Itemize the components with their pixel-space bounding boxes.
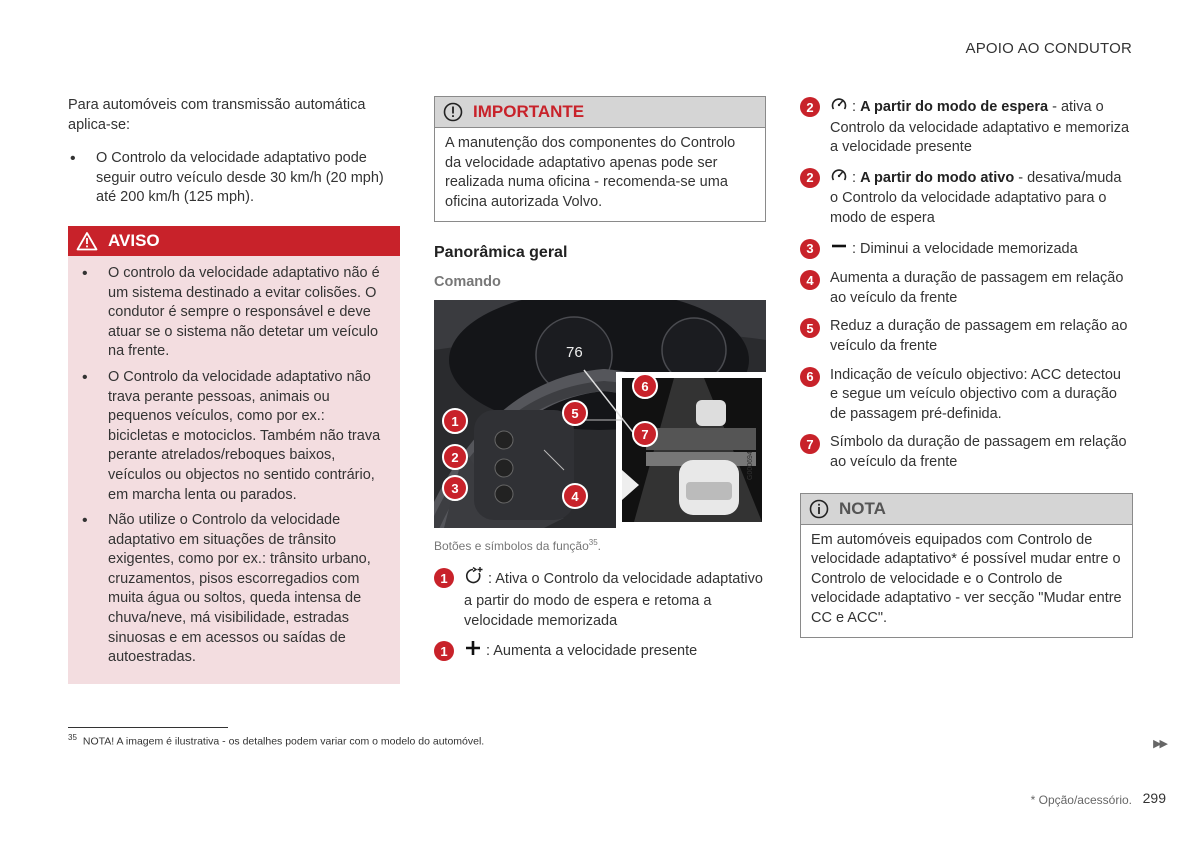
- caption-footnote-ref: 35: [588, 538, 598, 548]
- warning-item: • O controlo da velocidade adaptativo não é um sistema destinado a evitar colisões. O condutor é sempre o responsável e deve atuar se o sistema não detetar um veículo na frente.: [80, 264, 388, 362]
- column-1: [68, 96, 400, 684]
- speedometer-icon: [830, 167, 848, 190]
- item-text: : Aumenta a velocidade presente: [486, 643, 698, 660]
- dashboard-illustration: [434, 300, 766, 528]
- warning-title: AVISO: [108, 230, 160, 250]
- column-2: [434, 96, 766, 672]
- list-item: [800, 238, 1133, 261]
- list-item: [434, 567, 766, 631]
- warning-list: [80, 264, 388, 668]
- item-bold-text: A partir do modo ativo: [860, 169, 1015, 186]
- item-prefix: :: [852, 99, 861, 116]
- item-number-badge: 5: [800, 318, 820, 338]
- item-bold-text: A partir do modo de espera: [860, 99, 1049, 116]
- speedometer-icon: [830, 96, 848, 119]
- item-number-badge: 3: [800, 239, 820, 259]
- figure-caption: [434, 538, 766, 553]
- item-text: : Ativa o Controlo da velocidade adaptativo a partir do modo de espera e retoma a velocidade memorizada: [464, 571, 763, 629]
- warning-item: • Não utilize o Controlo da velocidade adaptativo em situações de trânsito exigentes, como por ex.: trânsito urbano, cruzamentos, pisos escorregadios com muita água ou soltos, queda intensa de chuva/neve, má visibilidade, estradas sinuosas e em acessos ou saídas de autoestradas.: [80, 511, 388, 668]
- important-title: IMPORTANTE: [473, 102, 585, 121]
- footnote-number: 35: [68, 733, 77, 742]
- item-number-badge: 4: [800, 270, 820, 290]
- item-text: Reduz a duração de passagem em relação ao veículo da frente: [830, 318, 1128, 354]
- item-number-badge: 7: [800, 434, 820, 454]
- caption-text: Botões e símbolos da função: [434, 539, 589, 554]
- intro-bullet-list: [68, 149, 400, 208]
- important-box: [434, 96, 766, 222]
- item-number-badge: 1: [434, 568, 454, 588]
- item-number-badge: 2: [800, 168, 820, 188]
- intro-text: Para automóveis com transmissão automática aplica-se:: [68, 97, 366, 133]
- figure-badge-3: 3: [442, 475, 468, 501]
- item-text: - desativa/muda o Controlo da velocidade adaptativo para o modo de espera: [830, 169, 1122, 226]
- warning-box: [68, 226, 400, 684]
- figure-badge-5: 5: [562, 400, 588, 426]
- note-text: Em automóveis equipados com Controlo de velocidade adaptativo* é possível mudar entre o Controlo de velocidade e o Controlo de velocidade adaptativo - ver secção "Mudar entre CC e ACC".: [811, 531, 1122, 626]
- section-header: APOIO AO CONDUTOR: [965, 40, 1132, 57]
- warning-body: [68, 256, 400, 684]
- page-number: 299: [1142, 790, 1166, 806]
- footnote-divider: [68, 727, 228, 728]
- list-item: [434, 640, 766, 663]
- plus-icon: [464, 640, 482, 663]
- col3-item-list: [800, 96, 1133, 473]
- sub-title: Comando: [434, 274, 501, 291]
- item-text: Aumenta a duração de passagem em relação ao veículo da frente: [830, 270, 1124, 306]
- section-title: Panorâmica geral: [434, 244, 568, 262]
- important-text: A manutenção dos componentes do Controlo da velocidade adaptativo apenas pode ser realizada numa oficina - recomenda-se uma oficina autorizada Volvo.: [445, 135, 736, 210]
- figure-badge-4: 4: [562, 483, 588, 509]
- bullet-item: • O Controlo da velocidade adaptativo pode seguir outro veículo desde 30 km/h (20 mph) até 200 km/h (125 mph).: [68, 149, 400, 208]
- item-prefix: :: [852, 169, 861, 186]
- item-text: Indicação de veículo objectivo: ACC detectou e segue um veículo objectivo com a duração de passagem pré-definida.: [830, 366, 1121, 422]
- resume-icon: [464, 567, 484, 592]
- item-number-badge: 6: [800, 367, 820, 387]
- figure-badge-1: 1: [442, 408, 468, 434]
- figure-badge-2: 2: [442, 444, 468, 470]
- list-item: [800, 167, 1133, 229]
- item-number-badge: 2: [800, 97, 820, 117]
- minus-icon: [830, 238, 848, 261]
- footnote: [68, 733, 484, 748]
- column-3: [800, 96, 1133, 638]
- item-text: : Diminui a velocidade memorizada: [852, 240, 1078, 257]
- warning-item: • O Controlo da velocidade adaptativo não trava perante pessoas, animais ou pequenos veículos, como por ex.: bicicletas e motociclos. Também não trava perante atrelados/reboques baixos, veículos ou objectos no sentido contrário, em marcha lenta ou parados.: [80, 368, 388, 505]
- figure-code: G000694: [747, 451, 754, 481]
- figure-badge-7: 7: [632, 421, 658, 447]
- note-header: [801, 494, 1132, 525]
- list-item: [800, 366, 1133, 425]
- warning-triangle-icon: [76, 231, 98, 251]
- list-item: [800, 317, 1133, 356]
- footnote-text: NOTA! A imagem é ilustrativa - os detalhes podem variar com o modelo do automóvel.: [82, 735, 485, 748]
- caption-end: .: [597, 539, 602, 554]
- note-title: NOTA: [839, 498, 886, 518]
- exclamation-circle-icon: [443, 102, 463, 122]
- option-note: * Opção/acessório.: [1030, 793, 1132, 807]
- item-number-badge: 1: [434, 641, 454, 661]
- list-item: [800, 96, 1133, 158]
- item-text: Símbolo da duração de passagem em relação ao veículo da frente: [830, 434, 1127, 470]
- steering-wheel-figure: [434, 300, 766, 528]
- list-item: [800, 269, 1133, 308]
- next-page-arrows-icon: ▶▶: [1153, 738, 1166, 750]
- item-text: - ativa o Controlo da velocidade adaptativo e memoriza a velocidade presente: [830, 99, 1130, 156]
- warning-header: [68, 226, 400, 256]
- col2-item-list: [434, 567, 766, 662]
- important-header: [435, 97, 765, 128]
- info-circle-icon: [809, 499, 829, 519]
- note-box: [800, 493, 1133, 639]
- list-item: [800, 433, 1133, 472]
- figure-badge-6: 6: [632, 373, 658, 399]
- speed-readout: 76: [566, 344, 583, 362]
